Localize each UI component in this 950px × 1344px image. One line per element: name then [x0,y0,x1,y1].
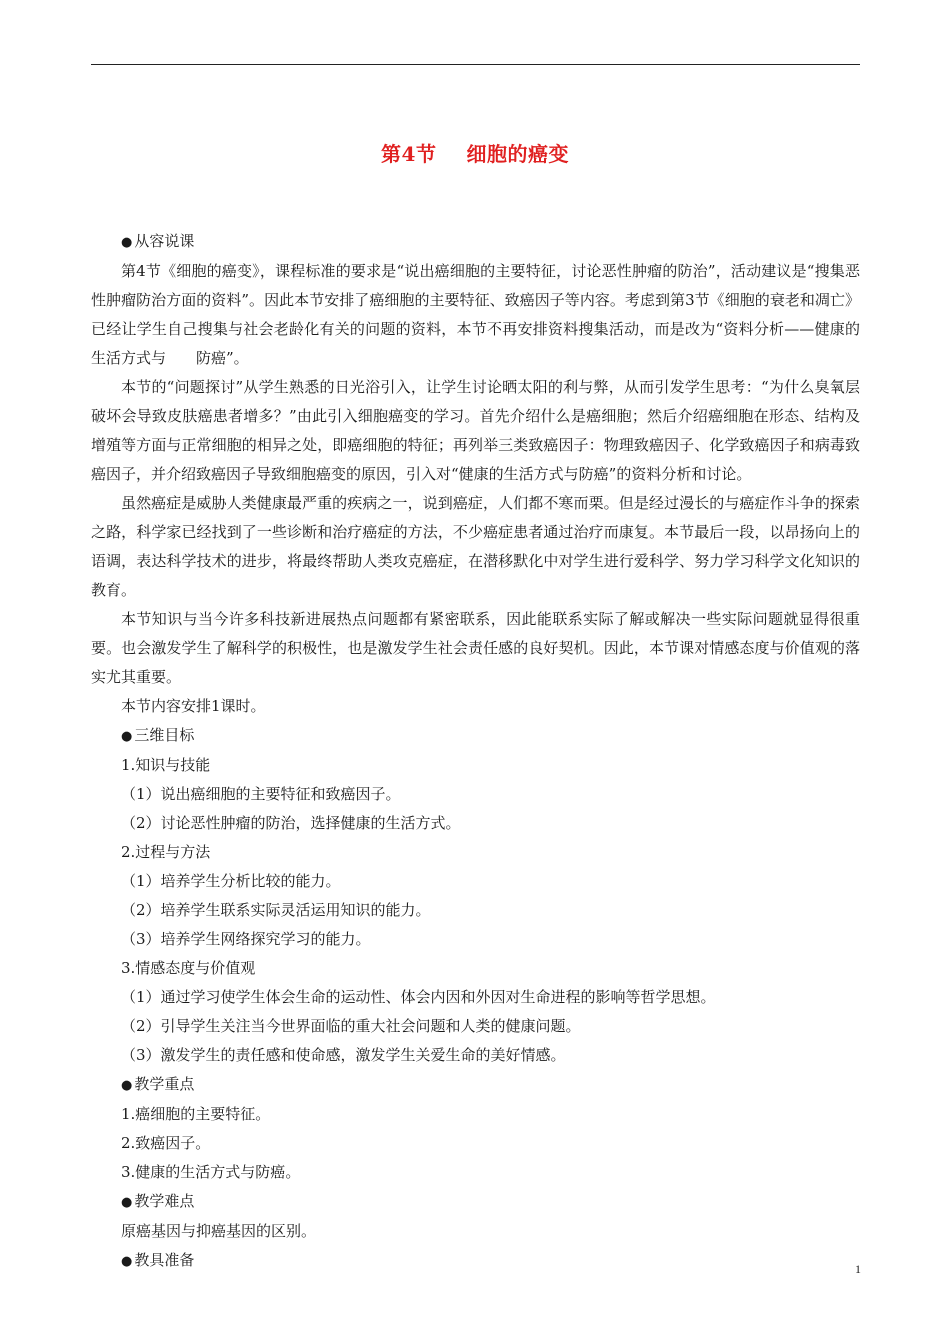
difficulty-text: 原癌基因与抑癌基因的区别。 [121,1222,317,1240]
goal-item: （3）激发学生的责任感和使命感，激发学生关爱生命的美好情感。 [121,1046,566,1064]
section-number: 第4节 [381,142,437,166]
section-name: 细胞的癌变 [466,142,569,166]
goal-item: （3）培养学生网络探究学习的能力。 [121,930,371,948]
intro-paragraph: 本节的“问题探讨”从学生熟悉的日光浴引入，让学生讨论晒太阳的利与弊，从而引发学生思考：“为什么臭氧层破坏会导致皮肤癌患者增多？”由此引入细胞癌变的学习。首先介绍什么是癌细胞；然后介绍癌细胞在形态、结构及增殖等方面与正常细胞的相异之处，即癌细胞的特征；再列举三类致癌因子：物理致癌因子、化学致癌因子和病毒致癌因子，并介绍致癌因子导致细胞癌变的原因，引入对“健康的生活方式与防癌”的资料分析和讨论。 [91,378,860,483]
key-point-item: 1.癌细胞的主要特征。 [121,1105,271,1123]
page-number: 1 [855,1262,861,1276]
header-rule [91,64,860,65]
goal-item: （1）说出癌细胞的主要特征和致癌因子。 [121,785,401,803]
section-heading-difficulties: ● 教学难点 [121,1192,195,1210]
goal-item: （2）培养学生联系实际灵活运用知识的能力。 [121,901,431,919]
goal-item: （2）引导学生关注当今世界面临的重大社会问题和人类的健康问题。 [121,1017,581,1035]
class-hours: 本节内容安排1课时。 [121,697,266,715]
document-body [91,227,860,1276]
section-heading-intro: ● 从容说课 [121,232,195,250]
goal-item: （1）培养学生分析比较的能力。 [121,872,341,890]
intro-paragraph: 第4节《细胞的癌变》，课程标准的要求是“说出癌细胞的主要特征，讨论恶性肿瘤的防治”，活动建议是“搜集恶性肿瘤防治方面的资料”。因此本节安排了癌细胞的主要特征、致癌因子等内容。考虑到第3节《细胞的衰老和凋亡》已经让学生自己搜集与社会老龄化有关的问题的资料，本节不再安排资料搜集活动，而是改为“资料分析——健康的生活方式与 防癌”。 [91,262,860,367]
section-heading-key-points: ● 教学重点 [121,1075,195,1093]
goal-title: 1.知识与技能 [121,756,211,774]
goal-item: （1）通过学习使学生体会生命的运动性、体会内因和外因对生命进程的影响等哲学思想。 [121,988,716,1006]
bullet-icon: ● [121,1254,133,1269]
page-title [0,138,950,167]
bullet-icon: ● [121,1078,133,1093]
goal-title: 2.过程与方法 [121,843,211,861]
bullet-icon: ● [121,235,133,250]
section-heading-goals: ● 三维目标 [121,726,195,744]
bullet-icon: ● [121,729,133,744]
key-point-item: 3.健康的生活方式与防癌。 [121,1163,301,1181]
intro-paragraph: 本节知识与当今许多科技新进展热点问题都有紧密联系，因此能联系实际了解或解决一些实际问题就显得很重要。也会激发学生了解科学的积极性，也是激发学生社会责任感的良好契机。因此，本节课对情感态度与价值观的落实尤其重要。 [91,610,860,686]
section-heading-materials: ● 教具准备 [121,1251,195,1269]
goal-item: （2）讨论恶性肿瘤的防治，选择健康的生活方式。 [121,814,461,832]
intro-paragraph: 虽然癌症是威胁人类健康最严重的疾病之一，说到癌症，人们都不寒而栗。但是经过漫长的与癌症作斗争的探索之路，科学家已经找到了一些诊断和治疗癌症的方法，不少癌症患者通过治疗而康复。本节最后一段，以昂扬向上的语调，表达科学技术的进步，将最终帮助人类攻克癌症，在潜移默化中对学生进行爱科学、努力学习科学文化知识的教育。 [91,494,860,599]
goal-title: 3.情感态度与价值观 [121,959,256,977]
key-point-item: 2.致癌因子。 [121,1134,211,1152]
bullet-icon: ● [121,1195,133,1210]
